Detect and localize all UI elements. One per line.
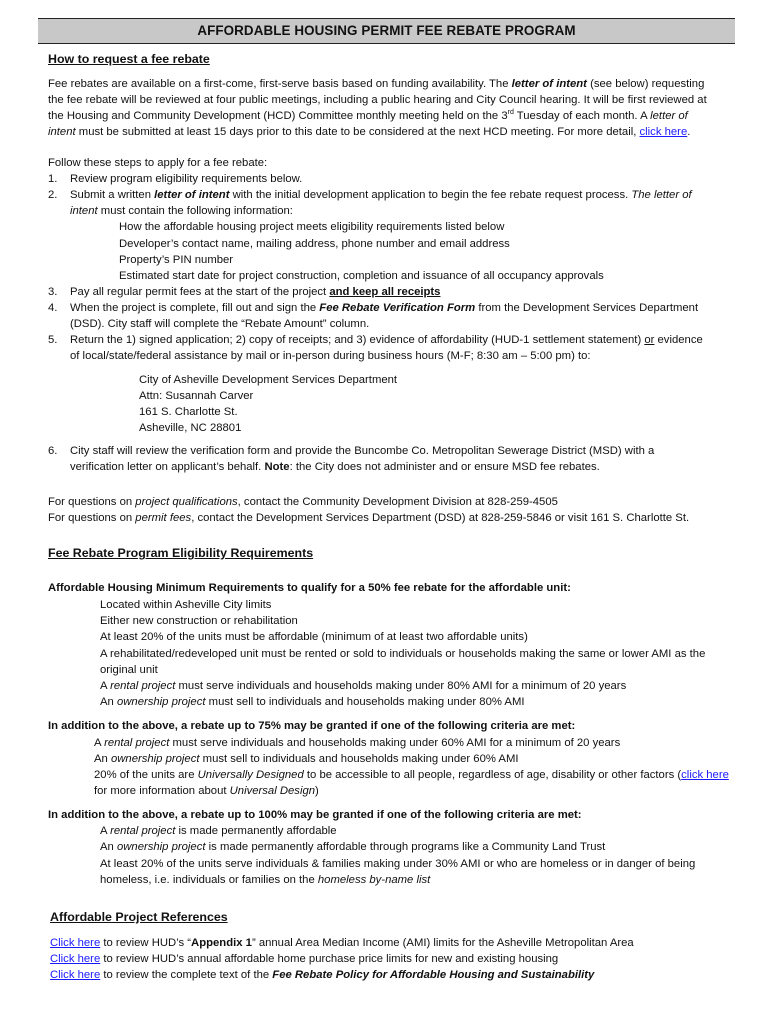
- title-bar: [38, 18, 735, 44]
- list-item: A rehabilitated/redeveloped unit must be rented or sold to individuals or households making the same or lower AMI as the: [100, 648, 706, 660]
- list-item-cont: original unit: [100, 664, 158, 676]
- step-number: 1.: [48, 173, 58, 185]
- step-4-cont: (DSD). City staff will complete the “Rebate Amount” column.: [70, 318, 370, 330]
- step-2-cont: intent must contain the following information:: [70, 205, 293, 217]
- paragraph-line: the Housing and Community Development (HCD) Committee monthly meeting held on the 3rd Tuesday of each month. A letter of: [48, 109, 688, 122]
- step-5-cont: of local/state/federal assistance by mail or in-person during business hours (M-F; 8:30 am – 5:00 pm) to:: [70, 350, 591, 362]
- list-item-cont: homeless, i.e. individuals or families on the homeless by-name list: [100, 874, 431, 886]
- list-item: An ownership project must sell to individuals and households making under 80% AMI: [100, 696, 525, 708]
- step-number: 5.: [48, 334, 58, 346]
- list-item: A rental project is made permanently affordable: [100, 825, 337, 837]
- paragraph-line: Fee rebates are available on a first-come, first-serve basis based on funding availability. The letter of intent (see below) requesting: [48, 78, 705, 90]
- address-line: 161 S. Charlotte St.: [139, 406, 238, 418]
- step-4: When the project is complete, fill out and sign the Fee Rebate Verification Form from the Development Services Department: [70, 302, 699, 314]
- paragraph-line: the fee rebate will be reviewed at four public meetings, including a public hearing and City Council hearing. It will be first reviewed at: [48, 94, 707, 106]
- list-item-cont: for more information about Universal Design): [94, 785, 319, 797]
- address-line: Asheville, NC 28801: [139, 422, 242, 434]
- list-item: A rental project must serve individuals and households making under 60% AMI for a minimum of 20 years: [94, 737, 621, 749]
- step-number: 3.: [48, 286, 58, 298]
- rebate-75-heading: In addition to the above, a rebate up to 75% may be granted if one of the following criteria are met:: [48, 720, 576, 732]
- step-2: Submit a written letter of intent with the initial development application to begin the fee rebate request process. The letter of: [70, 189, 692, 201]
- list-item: At least 20% of the units serve individuals & families making under 30% AMI or who are homeless or in danger of being: [100, 858, 696, 870]
- more-detail-link[interactable]: click here: [639, 126, 688, 138]
- list-item: An ownership project must sell to individuals and households making under 60% AMI: [94, 753, 519, 765]
- steps-intro: Follow these steps to apply for a fee rebate:: [48, 157, 268, 169]
- reference-line: Click here to review the complete text of the Fee Rebate Policy for Affordable Housing and Sustainability: [50, 969, 595, 981]
- list-item: Located within Asheville City limits: [100, 599, 272, 611]
- step-5: Return the 1) signed application; 2) copy of receipts; and 3) evidence of affordability (HUD-1 settlement statement) or evidence: [70, 334, 703, 346]
- step-number: 6.: [48, 445, 58, 457]
- contact-line: For questions on permit fees, contact the Development Services Department (DSD) at 828-259-5846 or visit 161 S. Charlotte St.: [48, 512, 690, 524]
- step-number: 2.: [48, 189, 58, 201]
- paragraph-line: intent must be submitted at least 15 days prior to this date to be considered at the next HCD meeting. For more detail, click here.: [48, 126, 691, 138]
- universal-design-link[interactable]: click here: [681, 769, 729, 781]
- section-heading-references: Affordable Project References: [50, 910, 228, 924]
- list-item: An ownership project is made permanently affordable through programs like a Community Land Trust: [100, 841, 606, 853]
- min-requirements-heading: Affordable Housing Minimum Requirements to qualify for a 50% fee rebate for the affordable unit:: [48, 582, 571, 594]
- appendix-1-link[interactable]: Click here: [50, 937, 101, 949]
- page-title: AFFORDABLE HOUSING PERMIT FEE REBATE PROGRAM: [197, 23, 576, 38]
- list-item: 20% of the units are Universally Designed to be accessible to all people, regardless of age, disability or other factors (click here: [94, 769, 729, 781]
- step-6: City staff will review the verification form and provide the Buncombe Co. Metropolitan Sewerage District (MSD) with a: [70, 445, 655, 457]
- contact-line: For questions on project qualifications, contact the Community Development Division at 828-259-4505: [48, 496, 558, 508]
- reference-line: Click here to review HUD’s “Appendix 1” annual Area Median Income (AMI) limits for the Asheville Metropolitan Area: [50, 937, 634, 949]
- rebate-100-heading: In addition to the above, a rebate up to 100% may be granted if one of the following criteria are met:: [48, 809, 582, 821]
- fee-rebate-policy-link[interactable]: Click here: [50, 969, 101, 981]
- list-item: Developer’s contact name, mailing address, phone number and email address: [119, 238, 510, 250]
- step-6-cont: verification letter on applicant’s behalf. Note: the City does not administer and or ensure MSD fee rebates.: [70, 461, 600, 473]
- section-heading-request: How to request a fee rebate: [48, 52, 210, 66]
- list-item: A rental project must serve individuals and households making under 80% AMI for a minimum of 20 years: [100, 680, 627, 692]
- reference-line: Click here to review HUD’s annual affordable home purchase price limits for new and existing housing: [50, 953, 559, 965]
- address-line: City of Asheville Development Services Department: [139, 374, 398, 386]
- list-item: At least 20% of the units must be affordable (minimum of at least two affordable units): [100, 631, 528, 643]
- purchase-price-limits-link[interactable]: Click here: [50, 953, 101, 965]
- step-3: Pay all regular permit fees at the start of the project and keep all receipts: [70, 286, 441, 298]
- list-item: Estimated start date for project construction, completion and issuance of all occupancy approvals: [119, 270, 604, 282]
- list-item: Property’s PIN number: [119, 254, 234, 266]
- step-number: 4.: [48, 302, 58, 314]
- list-item: How the affordable housing project meets eligibility requirements listed below: [119, 221, 505, 233]
- address-line: Attn: Susannah Carver: [139, 390, 254, 402]
- step-1: Review program eligibility requirements below.: [70, 173, 303, 185]
- section-heading-eligibility: Fee Rebate Program Eligibility Requirements: [48, 546, 314, 560]
- list-item: Either new construction or rehabilitation: [100, 615, 298, 627]
